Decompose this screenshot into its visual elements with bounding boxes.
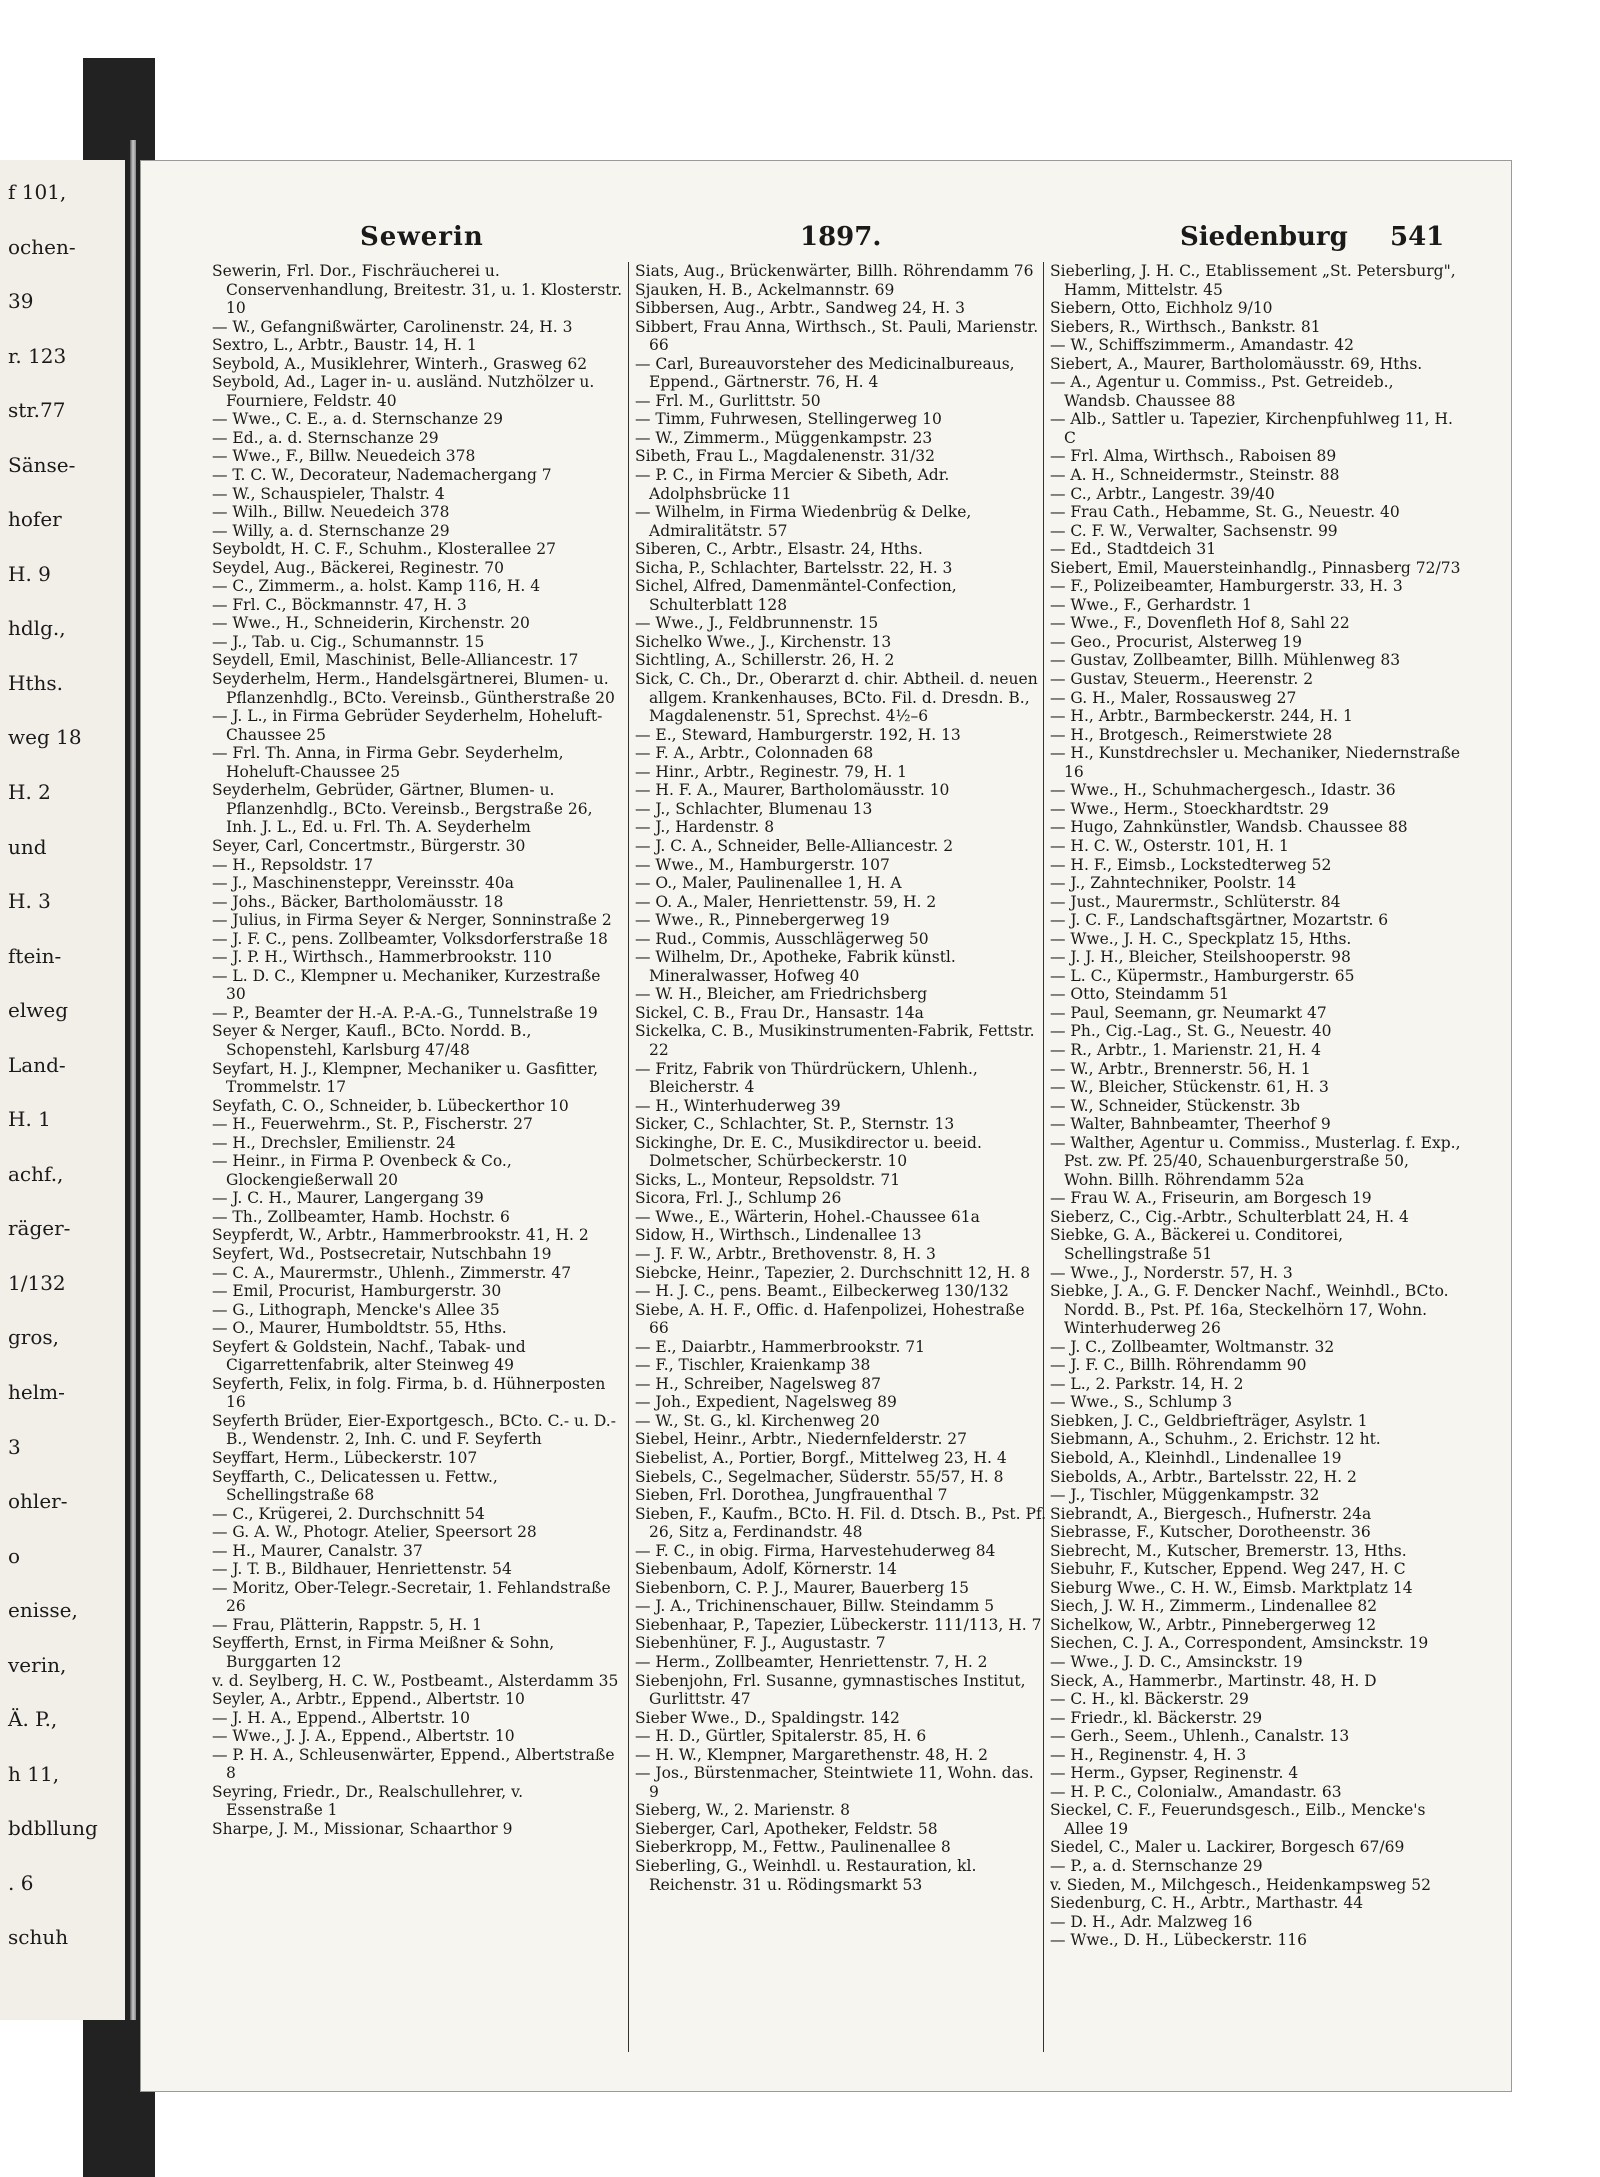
directory-entry: Siebenhüner, F. J., Augustastr. 7 — [635, 1634, 886, 1653]
directory-entry: Sicks, L., Monteur, Repsoldstr. 71 — [635, 1170, 901, 1189]
facing-page-text: Ä. P., — [8, 1707, 58, 1731]
directory-entry: — Wwe., M., Hamburgerstr. 107 — [635, 855, 890, 874]
directory-entry: — A., Agentur u. Commiss., Pst. Getreideb., Wandsb. Chaussee 88 — [1050, 373, 1394, 410]
facing-page-text: Land- — [8, 1053, 66, 1077]
directory-entry: — Wilhelm, Dr., Apotheke, Fabrik künstl. Mineralwasser, Hofweg 40 — [635, 948, 956, 985]
directory-entry: — W., Zimmerm., Müggenkampstr. 23 — [635, 428, 933, 447]
directory-entry: — G. A. W., Photogr. Atelier, Speersort 28 — [212, 1523, 537, 1542]
directory-entry: — Wwe., F., Gerhardstr. 1 — [1050, 595, 1252, 614]
directory-entry: — O. A., Maler, Henriettenstr. 59, H. 2 — [635, 892, 937, 911]
directory-entry: — L., 2. Parkstr. 14, H. 2 — [1050, 1374, 1244, 1393]
directory-entry: Sieck, A., Hammerbr., Martinstr. 48, H. D — [1050, 1671, 1377, 1690]
directory-entry: Sieberger, Carl, Apotheker, Feldstr. 58 — [635, 1819, 938, 1838]
directory-entry: Siedenburg, C. H., Arbtr., Marthastr. 44 — [1050, 1894, 1364, 1913]
directory-entry: Sieben, Frl. Dorothea, Jungfrauenthal 7 — [635, 1486, 948, 1505]
directory-entry: — R., Arbtr., 1. Marienstr. 21, H. 4 — [1050, 1040, 1322, 1059]
directory-entry: — J., Tab. u. Cig., Schumannstr. 15 — [212, 632, 485, 651]
directory-entry: — J. J. H., Bleicher, Steilshooperstr. 98 — [1050, 948, 1351, 967]
directory-entry: — H. J. C., pens. Beamt., Eilbeckerweg 130/132 — [635, 1282, 1009, 1301]
directory-entry: — H. D., Gürtler, Spitalerstr. 85, H. 6 — [635, 1727, 927, 1746]
directory-entry: — J., Maschinensteppr, Vereinsstr. 40a — [212, 874, 514, 893]
page-header — [215, 222, 1455, 262]
directory-entry: Siats, Aug., Brückenwärter, Billh. Röhrendamm 76 — [635, 262, 1034, 280]
directory-entry: Siebken, J. C., Geldbriefträger, Asylstr. 1 — [1050, 1411, 1368, 1430]
directory-entry: — Joh., Expedient, Nagelsweg 89 — [635, 1393, 897, 1412]
directory-entry: — C., Krügerei, 2. Durchschnitt 54 — [212, 1504, 485, 1523]
facing-page-text: hofer — [8, 507, 62, 531]
directory-entry: — G., Lithograph, Mencke's Allee 35 — [212, 1300, 500, 1319]
directory-entry: Seyboldt, H. C. F., Schuhm., Klosterallee 27 — [212, 540, 556, 559]
directory-entry: — Wwe., F., Billw. Neuedeich 378 — [212, 447, 476, 466]
facing-page-text: . 6 — [8, 1871, 34, 1895]
directory-entry: — Carl, Bureauvorsteher des Medicinalbureaus, Eppend., Gärtnerstr. 76, H. 4 — [635, 354, 1015, 392]
directory-entry: — H., Reginenstr. 4, H. 3 — [1050, 1745, 1247, 1764]
facing-page-text: ohler- — [8, 1489, 68, 1513]
facing-page-text: H. 1 — [8, 1107, 51, 1131]
directory-entry: — J. C. F., Landschaftsgärtner, Mozartstr. 6 — [1050, 911, 1389, 930]
directory-entry: — P. H. A., Schleusenwärter, Eppend., Albertstraße 8 — [212, 1745, 615, 1783]
directory-entry: — Gustav, Zollbeamter, Billh. Mühlenweg 83 — [1050, 651, 1401, 670]
directory-entry: Seyfath, C. O., Schneider, b. Lübeckerthor 10 — [212, 1096, 569, 1115]
directory-entry: — O., Maurer, Humboldtstr. 55, Hths. — [212, 1319, 507, 1338]
directory-entry: — Timm, Fuhrwesen, Stellingerweg 10 — [635, 410, 942, 429]
directory-entry: — L. D. C., Klempner u. Mechaniker, Kurzestraße 30 — [212, 966, 601, 1004]
facing-page-text: H. 2 — [8, 780, 51, 804]
directory-entry: — Th., Zollbeamter, Hamb. Hochstr. 6 — [212, 1207, 510, 1226]
directory-entry: Siebel, Heinr., Arbtr., Niedernfelderstr. 27 — [635, 1430, 968, 1449]
directory-entry: Seyffarth, C., Delicatessen u. Fettw., Schellingstraße 68 — [212, 1467, 498, 1505]
directory-entry: — H. F., Eimsb., Lockstedterweg 52 — [1050, 855, 1332, 874]
directory-entry: — P., Beamter der H.-A. P.-A.-G., Tunnelstraße 19 — [212, 1003, 598, 1022]
directory-entry: — Frau W. A., Friseurin, am Borgesch 19 — [1050, 1189, 1372, 1208]
directory-entry: — Wwe., J. D. C., Amsinckstr. 19 — [1050, 1653, 1303, 1672]
directory-entry: Siebern, Otto, Eichholz 9/10 — [1050, 299, 1273, 318]
directory-entry: Seybold, Ad., Lager in- u. ausländ. Nutzhölzer u. Fourniere, Feldstr. 40 — [212, 373, 595, 410]
directory-entry: — H., Kunstdrechsler u. Mechaniker, Niedernstraße 16 — [1050, 744, 1461, 781]
directory-entry: — J., Schlachter, Blumenau 13 — [635, 799, 873, 818]
directory-entry: — Jos., Bürstenmacher, Steintwiete 11, Wohn. das. 9 — [635, 1764, 1034, 1801]
directory-entry: — Geo., Procurist, Alsterweg 19 — [1050, 632, 1302, 651]
facing-page-text: 39 — [8, 289, 34, 313]
directory-entry: — H. C. W., Osterstr. 101, H. 1 — [1050, 836, 1289, 855]
directory-entry: — Wwe., F., Dovenfleth Hof 8, Sahl 22 — [1050, 614, 1350, 633]
directory-entry: — Frl. C., Böckmannstr. 47, H. 3 — [212, 595, 467, 614]
directory-entry: — E., Daiarbtr., Hammerbrookstr. 71 — [635, 1337, 926, 1356]
directory-entry: — Wwe., J., Norderstr. 57, H. 3 — [1050, 1263, 1293, 1282]
directory-entry: — J. C. H., Maurer, Langergang 39 — [212, 1189, 484, 1208]
directory-entry: Seyffart, Herm., Lübeckerstr. 107 — [212, 1449, 478, 1467]
directory-entry: — C. H., kl. Bäckerstr. 29 — [1050, 1690, 1249, 1709]
facing-page-text: Sänse- — [8, 453, 76, 477]
header-first-entry: Sewerin — [360, 222, 484, 252]
directory-entry: Seyderhelm, Herm., Handelsgärtnerei, Blumen- u. Pflanzenhdlg., BCto. Vereinsb., Güntherstraße 20 — [212, 670, 615, 707]
facing-page-text: helm- — [8, 1380, 65, 1404]
directory-entry: Seyler, A., Arbtr., Eppend., Albertstr. 10 — [212, 1690, 525, 1709]
directory-entry: Siebelist, A., Portier, Borgf., Mittelweg 23, H. 4 — [635, 1449, 1007, 1467]
directory-entry: — J. C. A., Schneider, Belle-Alliancestr. 2 — [635, 836, 954, 855]
directory-entry: — Gustav, Steuerm., Heerenstr. 2 — [1050, 670, 1314, 689]
directory-entry: — W. H., Bleicher, am Friedrichsberg — [635, 985, 928, 1004]
directory-entry: — C. A., Maurermstr., Uhlenh., Zimmerstr. 47 — [212, 1263, 572, 1282]
directory-entry: Sharpe, J. M., Missionar, Schaarthor 9 — [212, 1819, 513, 1838]
directory-entry: — J. F. W., Arbtr., Brethovenstr. 8, H. 3 — [635, 1244, 936, 1263]
directory-entry: — A. H., Schneidermstr., Steinstr. 88 — [1050, 466, 1340, 485]
header-last-entry: Siedenburg — [1180, 222, 1348, 252]
directory-entry: — W., Schiffszimmerm., Amandastr. 42 — [1050, 336, 1354, 355]
directory-entry: — J., Tischler, Müggenkampstr. 32 — [1050, 1486, 1320, 1505]
directory-entry: — Willy, a. d. Sternschanze 29 — [212, 521, 450, 540]
directory-entry: — Rud., Commis, Ausschlägerweg 50 — [635, 929, 929, 948]
directory-entry: — F. A., Arbtr., Colonnaden 68 — [635, 744, 874, 763]
directory-entry: — J. T. B., Bildhauer, Henriettenstr. 54 — [212, 1560, 512, 1579]
directory-entry: Sjauken, H. B., Ackelmannstr. 69 — [635, 280, 895, 299]
directory-entry: Sieberkropp, M., Fettw., Paulinenallee 8 — [635, 1838, 951, 1857]
directory-entry: Sieber Wwe., D., Spaldingstr. 142 — [635, 1708, 900, 1727]
directory-entry: — Walther, Agentur u. Commiss., Musterlag. f. Exp., Pst. zw. Pf. 25/40, Schauenburgerstraße 50, Wohn. Billh. Röhrendamm 52a — [1050, 1133, 1461, 1189]
facing-page-text: achf., — [8, 1162, 64, 1186]
directory-entry: — H., Arbtr., Barmbeckerstr. 244, H. 1 — [1050, 707, 1353, 726]
directory-entry: Siebuhr, F., Kutscher, Eppend. Weg 247, H. C — [1050, 1560, 1406, 1579]
directory-entry: Siebe, A. H. F., Offic. d. Hafenpolizei, Hohestraße 66 — [635, 1300, 1025, 1338]
directory-entry: Sieberg, W., 2. Marienstr. 8 — [635, 1801, 850, 1820]
directory-entry: Sextro, L., Arbtr., Baustr. 14, H. 1 — [212, 336, 477, 355]
directory-entry: — Wwe., D. H., Lübeckerstr. 116 — [1050, 1931, 1307, 1950]
directory-entry: — Walter, Bahnbeamter, Theerhof 9 — [1050, 1115, 1331, 1134]
facing-page-text: 1/132 — [8, 1271, 66, 1295]
facing-page-text: elweg — [8, 998, 68, 1022]
directory-entry: Seypferdt, W., Arbtr., Hammerbrookstr. 41, H. 2 — [212, 1226, 589, 1245]
directory-entry: — W., Gefangnißwärter, Carolinenstr. 24, H. 3 — [212, 317, 573, 336]
directory-entry: Seyderhelm, Gebrüder, Gärtner, Blumen- u. Pflanzenhdlg., BCto. Vereinsb., Bergstraße 26, Inh. J. L., Ed. u. Frl. Th. A. Seyderhelm — [212, 781, 593, 837]
directory-entry: — Otto, Steindamm 51 — [1050, 985, 1229, 1004]
directory-entry: — J. F. C., pens. Zollbeamter, Volksdorferstraße 18 — [212, 929, 608, 948]
directory-entry: — J. F. C., Billh. Röhrendamm 90 — [1050, 1356, 1307, 1375]
directory-entry: — Heinr., in Firma P. Ovenbeck & Co., Glockengießerwall 20 — [212, 1152, 512, 1189]
directory-entry: — T. C. W., Decorateur, Nademachergang 7 — [212, 466, 552, 485]
directory-entry: — Emil, Procurist, Hamburgerstr. 30 — [212, 1282, 502, 1301]
directory-entry: — Gerh., Seem., Uhlenh., Canalstr. 13 — [1050, 1727, 1350, 1746]
directory-entry: Seyfferth, Ernst, in Firma Meißner & Sohn, Burggarten 12 — [212, 1634, 555, 1672]
directory-entry: Siebcke, Heinr., Tapezier, 2. Durchschnitt 12, H. 8 — [635, 1263, 1031, 1282]
facing-page-text: H. 3 — [8, 889, 51, 913]
directory-entry: Sibeth, Frau L., Magdalenenstr. 31/32 — [635, 447, 936, 466]
directory-entry: Seyfert & Goldstein, Nachf., Tabak- und Cigarrettenfabrik, alter Steinweg 49 — [212, 1337, 526, 1375]
facing-page-text: ftein- — [8, 944, 62, 968]
directory-entry: — Moritz, Ober-Telegr.-Secretair, 1. Fehlandstraße 26 — [212, 1578, 611, 1616]
directory-entry: Sickelka, C. B., Musikinstrumenten-Fabrik, Fettstr. 22 — [635, 1022, 1035, 1059]
directory-entry: — P. C., in Firma Mercier & Sibeth, Adr. Adolphsbrücke 11 — [635, 466, 950, 503]
directory-entry: Sickel, C. B., Frau Dr., Hansastr. 14a — [635, 1003, 924, 1022]
facing-page-text: 3 — [8, 1435, 21, 1459]
directory-entry: Seyfert, Wd., Postsecretair, Nutschbahn 19 — [212, 1244, 552, 1263]
directory-entry: Siberen, C., Arbtr., Elsastr. 24, Hths. — [635, 540, 923, 559]
column-3 — [1050, 262, 1462, 2062]
column-divider — [628, 262, 629, 2052]
directory-entry: Sieberling, J. H. C., Etablissement „St. Petersburg", Hamm, Mittelstr. 45 — [1050, 262, 1456, 299]
directory-entry: Seyfart, H. J., Klempner, Mechaniker u. Gasfitter, Trommelstr. 17 — [212, 1059, 599, 1097]
directory-entry: — O., Maler, Paulinenallee 1, H. A — [635, 874, 902, 893]
directory-entry: — J. A., Trichinenschauer, Billw. Steindamm 5 — [635, 1597, 995, 1616]
facing-page-text: r. 123 — [8, 344, 67, 368]
directory-entry: Siebenborn, C. P. J., Maurer, Bauerberg 15 — [635, 1578, 969, 1597]
directory-entry: — Ph., Cig.-Lag., St. G., Neuestr. 40 — [1050, 1022, 1332, 1041]
directory-entry: Sidow, H., Wirthsch., Lindenallee 13 — [635, 1226, 922, 1245]
directory-entry: — W., Arbtr., Brennerstr. 56, H. 1 — [1050, 1059, 1311, 1078]
directory-entry: — Herm., Gypser, Reginenstr. 4 — [1050, 1764, 1299, 1783]
directory-entry: Sieckel, C. F., Feuerundsgesch., Eilb., Mencke's Allee 19 — [1050, 1801, 1426, 1838]
directory-entry: — Julius, in Firma Seyer & Nerger, Sonninstraße 2 — [212, 911, 612, 930]
facing-page-text: Hths. — [8, 671, 63, 695]
directory-entry: — L. C., Küpermstr., Hamburgerstr. 65 — [1050, 966, 1355, 985]
directory-entry: — Frau Cath., Hebamme, St. G., Neuestr. 40 — [1050, 503, 1400, 522]
directory-entry: — C. F. W., Verwalter, Sachsenstr. 99 — [1050, 521, 1338, 540]
directory-entry: — H., Schreiber, Nagelsweg 87 — [635, 1374, 882, 1393]
directory-entry: — H. F. A., Maurer, Bartholomäusstr. 10 — [635, 781, 950, 800]
directory-entry: Siebold, A., Kleinhdl., Lindenallee 19 — [1050, 1449, 1342, 1467]
directory-entry: Siebenhaar, P., Tapezier, Lübeckerstr. 111/113, H. 7 — [635, 1615, 1042, 1634]
facing-page-text: schuh — [8, 1925, 69, 1949]
directory-entry: Seyferth Brüder, Eier-Exportgesch., BCto. C.- u. D.-B., Wendenstr. 2, Inh. C. und F. Seyferth — [212, 1411, 616, 1449]
directory-entry: Siebolds, A., Arbtr., Bartelsstr. 22, H. 2 — [1050, 1467, 1357, 1486]
directory-entry: — Frl. Th. Anna, in Firma Gebr. Seyderhelm, Hoheluft-Chaussee 25 — [212, 744, 564, 781]
facing-page-text: weg 18 — [8, 725, 82, 749]
directory-entry: Siebrasse, F., Kutscher, Dorotheenstr. 36 — [1050, 1523, 1371, 1542]
facing-page-text: o — [8, 1544, 21, 1568]
directory-entry: Siebenjohn, Frl. Susanne, gymnastisches Institut, Gurlittstr. 47 — [635, 1671, 1026, 1709]
directory-entry: — C., Zimmerm., a. holst. Kamp 116, H. 4 — [212, 577, 541, 596]
directory-entry: Siebrandt, A., Biergesch., Hufnerstr. 24a — [1050, 1504, 1372, 1523]
facing-page-text: ochen- — [8, 235, 76, 259]
directory-entry: — Frl. M., Gurlittstr. 50 — [635, 391, 821, 410]
directory-entry: — J. H. A., Eppend., Albertstr. 10 — [212, 1708, 471, 1727]
directory-entry: Sieberling, G., Weinhdl. u. Restauration, kl. Reichenstr. 31 u. Rödingsmarkt 53 — [635, 1857, 977, 1894]
directory-entry: Sicora, Frl. J., Schlump 26 — [635, 1189, 842, 1208]
directory-entry: — Wwe., J. H. C., Speckplatz 15, Hths. — [1050, 929, 1352, 948]
directory-entry: — Fritz, Fabrik von Thürdrückern, Uhlenh., Bleicherstr. 4 — [635, 1059, 978, 1097]
directory-entry: — Wilh., Billw. Neuedeich 378 — [212, 503, 450, 522]
directory-entry: — Wwe., C. E., a. d. Sternschanze 29 — [212, 410, 503, 429]
directory-entry: Siebert, Emil, Mauersteinhandlg., Pinnasberg 72/73 — [1050, 558, 1461, 577]
directory-entry: — Frl. Alma, Wirthsch., Raboisen 89 — [1050, 447, 1337, 466]
directory-entry: — Frau, Plätterin, Rappstr. 5, H. 1 — [212, 1615, 482, 1634]
directory-entry: — Paul, Seemann, gr. Neumarkt 47 — [1050, 1003, 1327, 1022]
directory-entry: — Hugo, Zahnkünstler, Wandsb. Chaussee 88 — [1050, 818, 1408, 837]
directory-entry: — F., Tischler, Kraienkamp 38 — [635, 1356, 871, 1375]
book-spine — [130, 140, 136, 2020]
directory-entry: Sieberz, C., Cig.-Arbtr., Schulterblatt 24, H. 4 — [1050, 1207, 1409, 1226]
directory-entry: v. Sieden, M., Milchgesch., Heidenkampsweg 52 — [1050, 1875, 1431, 1894]
directory-entry: Seyer, Carl, Concertmstr., Bürgerstr. 30 — [212, 836, 526, 855]
directory-entry: Sewerin, Frl. Dor., Fischräucherei u. Conservenhandlung, Breitestr. 31, u. 1. Klosterstr. 10 — [212, 262, 623, 318]
directory-entry: Sichel, Alfred, Damenmäntel-Confection, Schulterblatt 128 — [635, 577, 957, 614]
directory-entry: — P., a. d. Sternschanze 29 — [1050, 1857, 1263, 1876]
directory-entry: — H. W., Klempner, Margarethenstr. 48, H. 2 — [635, 1745, 989, 1764]
directory-entry: — H., Drechsler, Emilienstr. 24 — [212, 1133, 456, 1152]
directory-entry: — Ed., Stadtdeich 31 — [1050, 540, 1217, 559]
directory-entry: — Friedr., kl. Bäckerstr. 29 — [1050, 1708, 1263, 1727]
directory-entry: Sieben, F., Kaufm., BCto. H. Fil. d. Dtsch. B., Pst. Pf. 26, Sitz a, Ferdinandstr. 48 — [635, 1504, 1047, 1542]
directory-entry: Sicker, C., Schlachter, St. P., Sternstr. 13 — [635, 1115, 955, 1134]
facing-page-text: f 101, — [8, 180, 67, 204]
directory-entry: Sichelkow, W., Arbtr., Pinnebergerweg 12 — [1050, 1615, 1377, 1634]
directory-entry: Seydell, Emil, Maschinist, Belle-Alliancestr. 17 — [212, 651, 579, 670]
facing-page-text: bdbllung — [8, 1816, 98, 1840]
directory-entry: Siebke, J. A., G. F. Dencker Nachf., Weinhdl., BCto. Nordd. B., Pst. Pf. 16a, Steckelhörn 17, Wohn. Winterhuderweg 26 — [1050, 1282, 1449, 1338]
directory-entry: — Wwe., S., Schlump 3 — [1050, 1393, 1233, 1412]
directory-entry: — J., Hardenstr. 8 — [635, 818, 775, 837]
directory-entry: — Wwe., E., Wärterin, Hohel.-Chaussee 61a — [635, 1207, 980, 1226]
directory-entry: — Wwe., J. J. A., Eppend., Albertstr. 10 — [212, 1727, 515, 1746]
page-number: 541 — [1390, 222, 1445, 252]
directory-entry: — Alb., Sattler u. Tapezier, Kirchenpfuhlweg 11, H. C — [1050, 410, 1453, 447]
column-1 — [212, 262, 624, 2062]
directory-entry: Seyring, Friedr., Dr., Realschullehrer, v. Essenstraße 1 — [212, 1782, 523, 1820]
directory-entry: Siebke, G. A., Bäckerei u. Conditorei, Schellingstraße 51 — [1050, 1226, 1344, 1263]
directory-entry: Siebmann, A., Schuhm., 2. Erichstr. 12 ht. — [1050, 1430, 1381, 1449]
directory-entry: — H., Feuerwehrm., St. P., Fischerstr. 27 — [212, 1115, 533, 1134]
directory-entry: Sichtling, A., Schillerstr. 26, H. 2 — [635, 651, 895, 670]
directory-entry: Siebels, C., Segelmacher, Süderstr. 55/57, H. 8 — [635, 1467, 1004, 1486]
directory-entry: Sibbert, Frau Anna, Wirthsch., St. Pauli, Marienstr. 66 — [635, 317, 1039, 355]
directory-entry: — C., Arbtr., Langestr. 39/40 — [1050, 484, 1275, 503]
directory-entry: — G. H., Maler, Rossausweg 27 — [1050, 688, 1297, 707]
directory-entry: Siebert, A., Maurer, Bartholomäusstr. 69, Hths. — [1050, 354, 1423, 373]
directory-entry: — J., Zahntechniker, Poolstr. 14 — [1050, 874, 1297, 893]
directory-entry: — Johs., Bäcker, Bartholomäusstr. 18 — [212, 892, 504, 911]
directory-entry: — W., Bleicher, Stückenstr. 61, H. 3 — [1050, 1078, 1329, 1097]
directory-entry: — Hinr., Arbtr., Reginestr. 79, H. 1 — [635, 762, 908, 781]
directory-entry: — E., Steward, Hamburgerstr. 192, H. 13 — [635, 725, 961, 744]
directory-entry: Siebenbaum, Adolf, Körnerstr. 14 — [635, 1560, 897, 1579]
facing-page-text: enisse, — [8, 1598, 78, 1622]
directory-entry: — Wilhelm, in Firma Wiedenbrüg & Delke, Admiralitätstr. 57 — [635, 503, 972, 540]
facing-page-text: räger- — [8, 1216, 71, 1240]
directory-entry: — J. C., Zollbeamter, Woltmanstr. 32 — [1050, 1337, 1335, 1356]
directory-entry: Sickinghe, Dr. E. C., Musikdirector u. beeid. Dolmetscher, Schürbeckerstr. 10 — [635, 1133, 982, 1171]
directory-entry: Sieburg Wwe., C. H. W., Eimsb. Marktplatz 14 — [1050, 1578, 1413, 1597]
directory-entry: Sichelko Wwe., J., Kirchenstr. 13 — [635, 632, 892, 651]
directory-entry: Sick, C. Ch., Dr., Oberarzt d. chir. Abtheil. d. neuen allgem. Krankenhauses, BCto. Fil. d. Dresdn. B., Magdalenenstr. 51, Sprechst. 4½–6 — [635, 670, 1038, 726]
directory-entry: — J. P. H., Wirthsch., Hammerbrookstr. 110 — [212, 948, 552, 967]
directory-entry: — H., Maurer, Canalstr. 37 — [212, 1541, 423, 1560]
column-2 — [635, 262, 1047, 2062]
directory-entry: — W., St. G., kl. Kirchenweg 20 — [635, 1411, 880, 1430]
directory-entry: Seyferth, Felix, in folg. Firma, b. d. Hühnerposten 16 — [212, 1374, 606, 1412]
header-year: 1897. — [800, 222, 882, 252]
directory-entry: Siedel, C., Maler u. Lackirer, Borgesch 67/69 — [1050, 1838, 1405, 1857]
directory-entry: v. d. Seylberg, H. C. W., Postbeamt., Alsterdamm 35 — [212, 1671, 619, 1690]
directory-entry: Siebrecht, M., Kutscher, Bremerstr. 13, Hths. — [1050, 1541, 1407, 1560]
directory-entry: — W., Schneider, Stückenstr. 3b — [1050, 1096, 1301, 1115]
directory-entry: — H. P. C., Colonialw., Amandastr. 63 — [1050, 1782, 1342, 1801]
facing-page-text: und — [8, 835, 47, 859]
directory-entry: — W., Schauspieler, Thalstr. 4 — [212, 484, 445, 503]
directory-entry: Siebers, R., Wirthsch., Bankstr. 81 — [1050, 317, 1321, 336]
facing-page-text: hdlg., — [8, 616, 66, 640]
directory-entry: — H., Repsoldstr. 17 — [212, 855, 374, 874]
directory-entry: — Wwe., Herm., Stoeckhardtstr. 29 — [1050, 799, 1329, 818]
directory-entry: — Wwe., R., Pinnebergerweg 19 — [635, 911, 890, 930]
facing-page-text: str.77 — [8, 398, 66, 422]
directory-entry: — J. L., in Firma Gebrüder Seyderhelm, Hoheluft-Chaussee 25 — [212, 707, 603, 744]
directory-entry: — Wwe., J., Feldbrunnenstr. 15 — [635, 614, 879, 633]
directory-entry: — Herm., Zollbeamter, Henriettenstr. 7, H. 2 — [635, 1653, 988, 1672]
directory-entry: — H., Brotgesch., Reimerstwiete 28 — [1050, 725, 1333, 744]
facing-page-text: H. 9 — [8, 562, 51, 586]
directory-entry: — F., Polizeibeamter, Hamburgerstr. 33, H. 3 — [1050, 577, 1403, 596]
directory-entry: — F. C., in obig. Firma, Harvestehuderweg 84 — [635, 1541, 996, 1560]
directory-entry: Seybold, A., Musiklehrer, Winterh., Grasweg 62 — [212, 354, 588, 373]
facing-page-fragment — [0, 160, 125, 2020]
directory-entry: Siech, J. W. H., Zimmerm., Lindenallee 82 — [1050, 1597, 1378, 1616]
facing-page-text: verin, — [8, 1653, 67, 1677]
facing-page-text: h 11, — [8, 1762, 60, 1786]
directory-entry: Sibbersen, Aug., Arbtr., Sandweg 24, H. 3 — [635, 299, 965, 318]
directory-entry: — H., Winterhuderweg 39 — [635, 1096, 841, 1115]
directory-entry: — Wwe., H., Schuhmachergesch., Idastr. 36 — [1050, 781, 1396, 800]
directory-entry: Sicha, P., Schlachter, Bartelsstr. 22, H. 3 — [635, 558, 953, 577]
directory-entry: Seyer & Nerger, Kaufl., BCto. Nordd. B., Schopenstehl, Karlsburg 47/48 — [212, 1022, 532, 1059]
directory-entry: — Just., Maurermstr., Schlüterstr. 84 — [1050, 892, 1341, 911]
facing-page-text: gros, — [8, 1325, 60, 1349]
directory-entry: — Ed., a. d. Sternschanze 29 — [212, 428, 439, 447]
directory-entry: — Wwe., H., Schneiderin, Kirchenstr. 20 — [212, 614, 530, 633]
directory-entry: Siechen, C. J. A., Correspondent, Amsinckstr. 19 — [1050, 1634, 1429, 1653]
directory-entry: — D. H., Adr. Malzweg 16 — [1050, 1912, 1253, 1931]
directory-entry: Seydel, Aug., Bäckerei, Reginestr. 70 — [212, 558, 504, 577]
